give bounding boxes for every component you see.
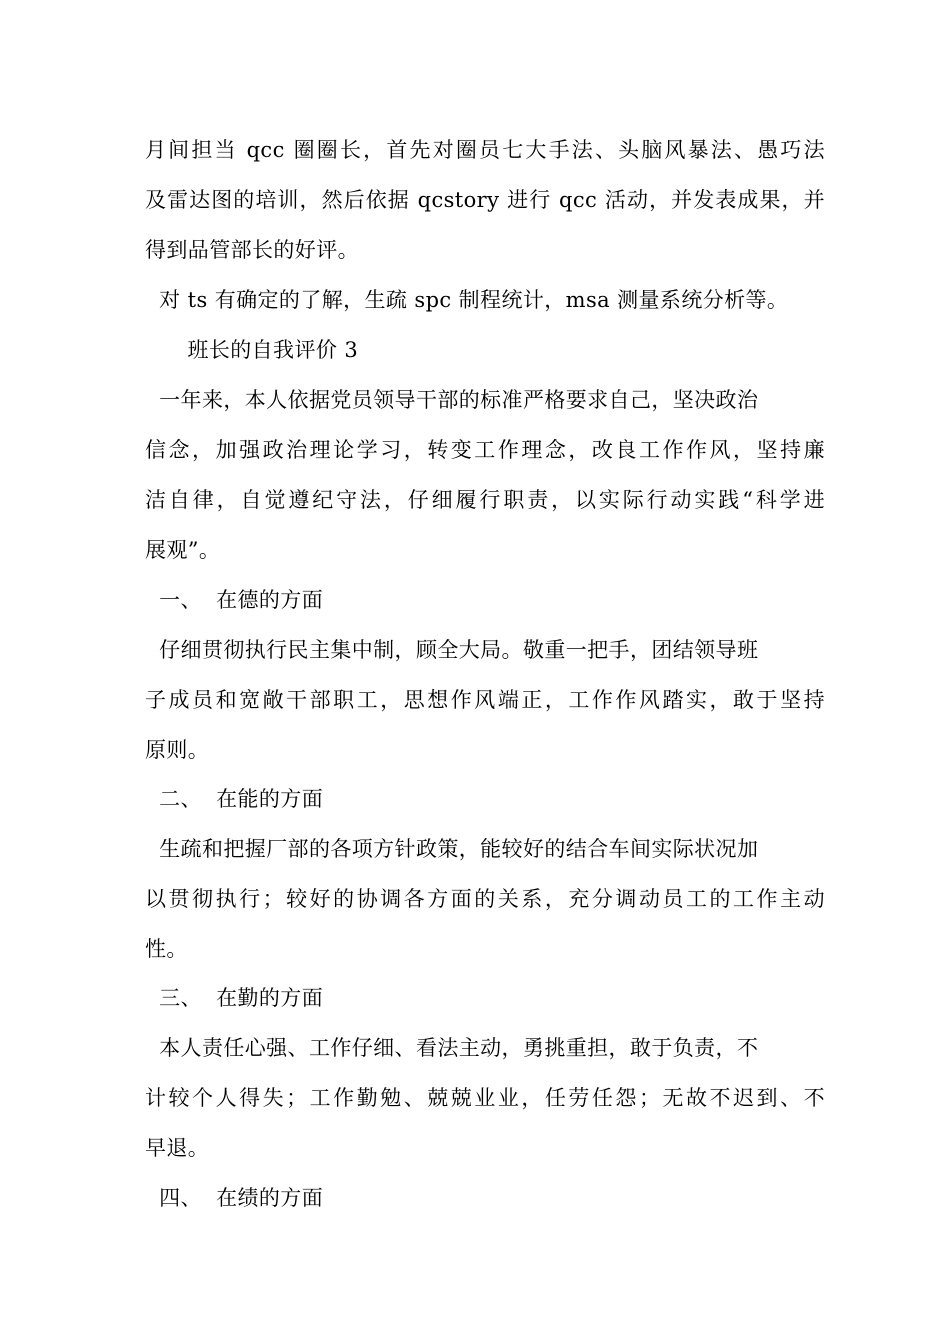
text-line-19: 本人责任心强、工作仔细、看法主动，勇挑重担，敢于负责，不 <box>145 1036 759 1060</box>
subheading-neng: 二、 在能的方面 <box>145 787 324 811</box>
text-line-11: 仔细贯彻执行民主集中制，顾全大局。敬重一把手，团结领导班 <box>145 638 759 662</box>
text-line-7: 信念，加强政治理论学习，转变工作理念，改良工作作风，坚持廉 <box>145 438 825 462</box>
text-line-16: 以贯彻执行；较好的协调各方面的关系，充分调动员工的工作主动 <box>145 887 825 911</box>
text-line-2: 及雷达图的培训，然后依据 qcstory 进行 qcc 活动，并发表成果，并 <box>145 188 825 212</box>
text-line-15: 生疏和把握厂部的各项方针政策，能较好的结合车间实际状况加 <box>145 837 759 861</box>
text-line-13: 原则。 <box>145 738 210 762</box>
text-line-12: 子成员和宽敞干部职工，思想作风端正，工作作风踏实，敢于坚持 <box>145 688 825 712</box>
subheading-qin: 三、 在勤的方面 <box>145 986 324 1010</box>
text-line-1: 月间担当 qcc 圈圈长，首先对圈员七大手法、头脑风暴法、愚巧法 <box>145 138 825 162</box>
subheading-ji: 四、 在绩的方面 <box>145 1186 324 1210</box>
text-line-17: 性。 <box>145 937 188 961</box>
text-line-9: 展观”。 <box>145 538 221 562</box>
text-line-6: 一年来，本人依据党员领导干部的标准严格要求自己，坚决政治 <box>145 388 759 412</box>
text-line-4: 对 ts 有确定的了解，生疏 spc 制程统计，msa 测量系统分析等。 <box>145 288 789 312</box>
text-line-20: 计较个人得失；工作勤勉、兢兢业业，任劳任怨；无故不迟到、不 <box>145 1086 825 1110</box>
text-line-3: 得到品管部长的好评。 <box>145 238 359 262</box>
subheading-de: 一、 在德的方面 <box>145 588 324 612</box>
text-line-21: 早退。 <box>145 1136 210 1160</box>
text-line-8: 洁自律，自觉遵纪守法，仔细履行职责，以实际行动实践“科学进 <box>145 488 825 512</box>
section-heading: 班长的自我评价 3 <box>145 338 359 362</box>
